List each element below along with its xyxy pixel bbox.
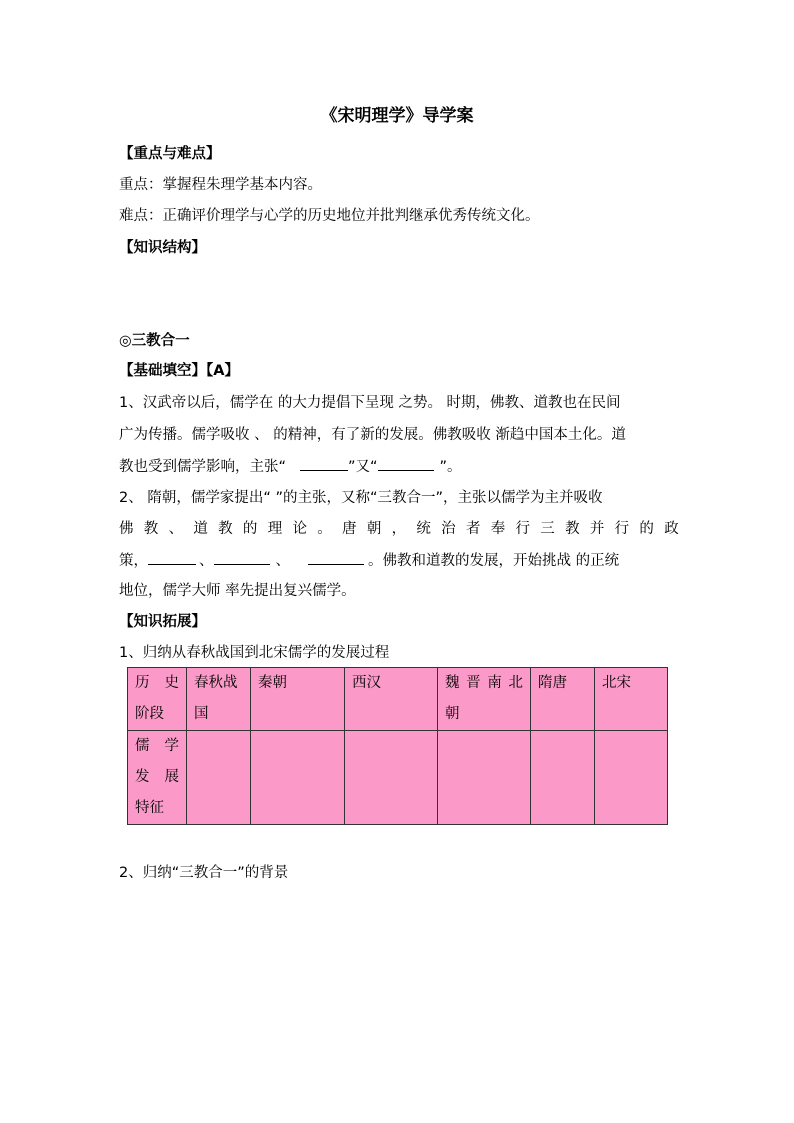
table-cell-empty[interactable]: [345, 731, 438, 825]
justified-char: ，: [391, 521, 407, 537]
justified-char: 统: [416, 521, 431, 537]
page-title: 《宋明理学》导学案: [320, 106, 474, 126]
cell-text: 学: [164, 738, 179, 754]
cell-text: 国: [194, 706, 209, 722]
justified-char: 治: [441, 521, 456, 537]
justified-char: 的: [639, 521, 654, 537]
p2-l3-text-a: 策，: [119, 553, 148, 569]
table-cell-feature-header: [128, 731, 187, 825]
section-heading: ◎三教合一: [119, 333, 190, 349]
heading-basic-fill: 【基础填空】【A】: [119, 363, 239, 379]
table-cell-empty[interactable]: [595, 731, 668, 825]
justified-char: 者: [465, 521, 481, 537]
cell-text: 特征: [135, 800, 164, 816]
focus-text: 重点：掌握程朱理学基本内容。: [119, 177, 322, 193]
paragraph-2-line-1: 2、 隋朝，儒学家提出“ ”的主张，又称“三教合一”，主张以儒学为主并吸收: [119, 490, 603, 506]
justified-char: 的: [242, 521, 258, 537]
justified-char: 道: [193, 521, 208, 537]
cell-text: 展: [164, 769, 179, 785]
table-row: [128, 668, 668, 731]
table-row: [128, 731, 668, 825]
paragraph-1-line-3: [119, 455, 679, 478]
justified-char: 、: [168, 521, 184, 537]
fill-blank[interactable]: [214, 549, 270, 565]
cell-text: 南: [487, 675, 502, 691]
cell-text: 北: [508, 675, 523, 691]
heading-expand: 【知识拓展】: [119, 614, 206, 630]
paragraph-1-line-2: 广为传播。儒学吸收 、 的精神，有了新的发展。佛教吸收 渐趋中国本土化。道: [119, 427, 626, 443]
p1-l3-text-b: ”又“: [348, 459, 378, 475]
justified-char: 教: [565, 521, 580, 537]
cell-text: 史: [164, 675, 179, 691]
table-cell-empty[interactable]: [438, 731, 531, 825]
table-cell-weijin: [438, 668, 531, 731]
justified-char: 并: [589, 521, 605, 537]
justified-char: 朝: [366, 521, 382, 537]
cell-text: 晋: [466, 675, 481, 691]
p1-l3-text-c: ”。: [439, 459, 462, 475]
difficulty-text: 难点：正确评价理学与心学的历史地位并批判继承优秀传统文化。: [119, 208, 540, 224]
cell-text: 发: [135, 769, 150, 785]
p2-l3-text-d: 。佛教和道教的发展，开始挑战 的正统: [368, 553, 620, 569]
justified-char: 奉: [490, 521, 506, 537]
paragraph-1-line-1: 1、汉武帝以后，儒学在 的大力提倡下呈现 之势。 时期，佛教、道教也在民间: [119, 395, 621, 411]
paragraph-2-line-4: 地位，儒学大师 率先提出复兴儒学。: [119, 583, 356, 599]
justified-char: 佛: [119, 521, 134, 537]
fill-blank[interactable]: [378, 455, 434, 471]
justified-char: 教: [143, 521, 159, 537]
heading-structure: 【知识结构】: [119, 240, 206, 256]
p2-l3-text-c: 、: [275, 553, 290, 569]
cell-text: 春秋战: [194, 675, 238, 691]
table-cell-empty[interactable]: [251, 731, 345, 825]
confucianism-development-table: [127, 667, 668, 825]
fill-blank[interactable]: [148, 549, 196, 565]
question-1: 1、归纳从春秋战国到北宋儒学的发展过程: [119, 645, 390, 661]
p1-l3-text-a: 教也受到儒学影响，主张“: [119, 459, 287, 475]
justified-char: 理: [267, 521, 283, 537]
table-cell-empty[interactable]: [187, 731, 251, 825]
justified-char: 三: [540, 521, 555, 537]
justified-char: 唐: [342, 521, 357, 537]
table-cell-xihan: 西汉: [345, 668, 438, 731]
question-2: 2、归纳“三教合一”的背景: [119, 865, 289, 881]
table-cell-qin: 秦朝: [251, 668, 345, 731]
cell-text: 魏: [445, 675, 460, 691]
justified-char: 行: [515, 521, 530, 537]
paragraph-2-line-3: [119, 549, 679, 572]
fill-blank[interactable]: [300, 455, 348, 471]
table-cell-beisong: 北宋: [595, 668, 668, 731]
justified-char: 。: [317, 521, 332, 537]
table-cell-empty[interactable]: [531, 731, 595, 825]
justified-char: 行: [614, 521, 630, 537]
paragraph-2-line-2: [119, 518, 679, 540]
cell-text: 历: [135, 675, 150, 691]
table-cell-period-header: [128, 668, 187, 731]
cell-text: 儒: [135, 738, 150, 754]
justified-char: 论: [292, 521, 307, 537]
fill-blank[interactable]: [308, 549, 364, 565]
cell-text: 朝: [445, 706, 460, 722]
cell-text: 阶段: [135, 706, 164, 722]
heading-focus: 【重点与难点】: [119, 146, 221, 162]
table-cell-chunqiu: [187, 668, 251, 731]
table-cell-suitang: 隋唐: [531, 668, 595, 731]
justified-char: 教: [218, 521, 233, 537]
justified-char: 政: [664, 521, 679, 537]
p2-l3-text-b: 、: [199, 553, 214, 569]
